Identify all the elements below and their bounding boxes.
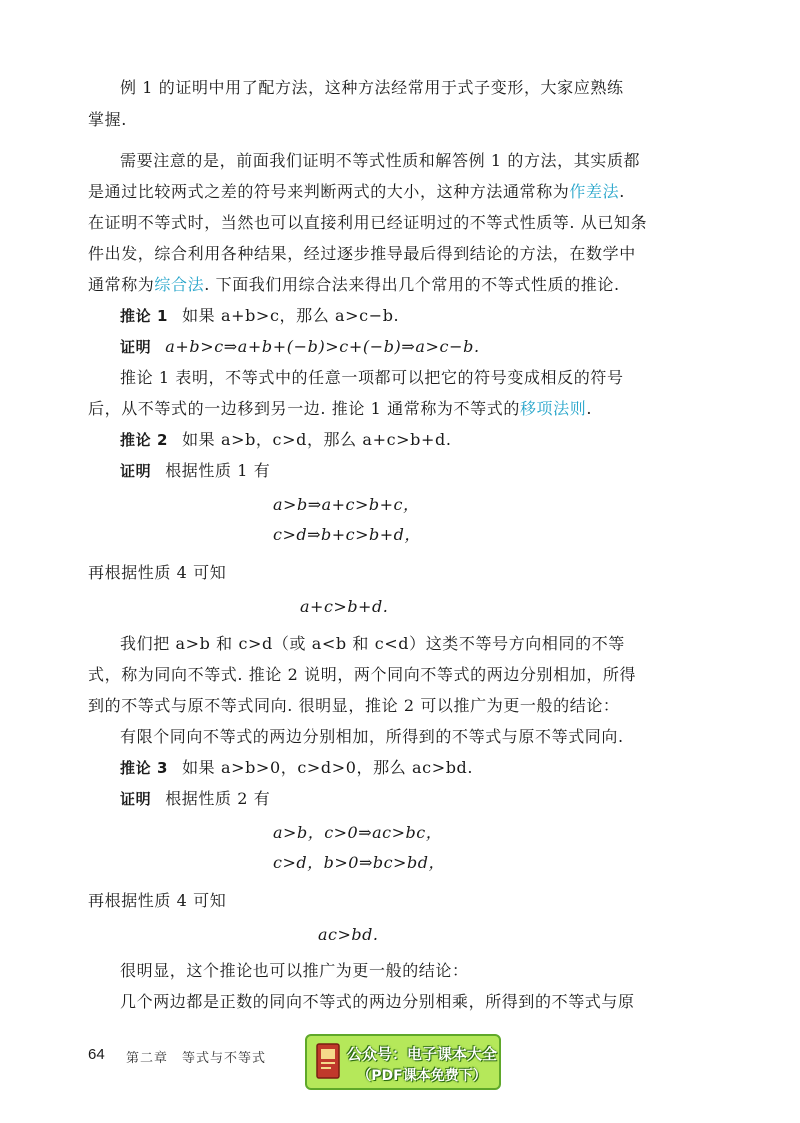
paragraph-line: 掌握. bbox=[88, 110, 127, 129]
corollary-3 bbox=[120, 752, 750, 784]
proof-2 bbox=[120, 455, 750, 487]
equation: a>b，c>0⇒ac>bc， bbox=[273, 823, 443, 842]
equation: c>d，b>0⇒bc>bd， bbox=[273, 853, 445, 872]
corollary-statement: 如果 a>b>0，c>d>0，那么 ac>bd. bbox=[182, 758, 474, 777]
text-span: . 下面我们用综合法来得出几个常用的不等式性质的推论. bbox=[204, 275, 620, 294]
corollary-statement: 如果 a>b，c>d，那么 a+c>b+d. bbox=[182, 430, 452, 449]
paragraph-line: 再根据性质 4 可知 bbox=[88, 891, 227, 910]
page-number: 64 bbox=[88, 1046, 105, 1063]
proof-text: 根据性质 1 有 bbox=[165, 461, 271, 480]
paragraph-line: 例 1 的证明中用了配方法，这种方法经常用于式子变形，大家应熟练 bbox=[120, 78, 624, 97]
corollary-label: 推论 3 bbox=[120, 759, 169, 777]
paragraph-line: 推论 1 表明，不等式中的任意一项都可以把它的符号变成相反的符号 bbox=[120, 368, 624, 387]
term-transposition-rule: 移项法则 bbox=[519, 399, 587, 418]
equation: ac>bd. bbox=[318, 925, 379, 944]
paragraph-line: 再根据性质 4 可知 bbox=[88, 563, 227, 582]
corollary-1 bbox=[120, 300, 750, 332]
paragraph-line: 几个两边都是正数的同向不等式的两边分别相乘，所得到的不等式与原 bbox=[120, 992, 635, 1011]
proof-text: a+b>c⇒a+b+(−b)>c+(−b)⇒a>c−b. bbox=[165, 337, 480, 356]
term-synthesis-method: 综合法 bbox=[154, 275, 205, 294]
watermark-line-2: （PDF课本免费下） bbox=[357, 1068, 487, 1084]
term-difference-method: 作差法 bbox=[569, 182, 620, 201]
text-span: 后，从不等式的一边移到另一边. 推论 1 通常称为不等式的 bbox=[88, 399, 520, 418]
text-span: 通常称为 bbox=[88, 275, 155, 294]
equation: a+c>b+d. bbox=[300, 597, 389, 616]
watermark-badge bbox=[305, 1034, 501, 1090]
paragraph-line: 我们把 a>b 和 c>d（或 a<b 和 c<d）这类不等号方向相同的不等 bbox=[120, 634, 625, 653]
proof-text: 根据性质 2 有 bbox=[165, 789, 271, 808]
book-icon bbox=[315, 1042, 341, 1082]
paragraph-line: 件出发，综合利用各种结果，经过逐步推导最后得到结论的方法，在数学中 bbox=[88, 244, 636, 263]
paragraph-line: 在证明不等式时，当然也可以直接利用已经证明过的不等式性质等. 从已知条 bbox=[88, 213, 648, 232]
paragraph-line bbox=[88, 393, 718, 424]
proof-3 bbox=[120, 783, 750, 815]
proof-label: 证明 bbox=[120, 338, 152, 356]
watermark-line-1: 公众号：电子课本大全 bbox=[346, 1045, 497, 1063]
corollary-label: 推论 1 bbox=[120, 307, 169, 325]
paragraph-line: 式，称为同向不等式. 推论 2 说明，两个同向不等式的两边分别相加，所得 bbox=[88, 665, 637, 684]
paragraph-line: 到的不等式与原不等式同向. 很明显，推论 2 可以推广为更一般的结论： bbox=[88, 696, 620, 715]
corollary-2 bbox=[120, 424, 750, 456]
proof-label: 证明 bbox=[120, 790, 152, 808]
text-span: 是通过比较两式之差的符号来判断两式的大小，这种方法通常称为 bbox=[88, 182, 570, 201]
equation: a>b⇒a+c>b+c， bbox=[273, 495, 420, 514]
text-span: . bbox=[586, 399, 593, 418]
paragraph-line bbox=[88, 269, 718, 300]
equation: c>d⇒b+c>b+d， bbox=[273, 525, 421, 544]
corollary-label: 推论 2 bbox=[120, 431, 169, 449]
paragraph-line bbox=[88, 176, 718, 207]
corollary-statement: 如果 a+b>c，那么 a>c−b. bbox=[182, 306, 400, 325]
paragraph-line: 需要注意的是，前面我们证明不等式性质和解答例 1 的方法，其实质都 bbox=[120, 151, 641, 170]
chapter-title: 第二章 等式与不等式 bbox=[126, 1051, 267, 1066]
proof-1 bbox=[120, 331, 750, 363]
paragraph-line: 很明显，这个推论也可以推广为更一般的结论： bbox=[120, 961, 469, 980]
text-span: . bbox=[619, 182, 625, 201]
paragraph-line: 有限个同向不等式的两边分别相加，所得到的不等式与原不等式同向. bbox=[120, 727, 624, 746]
proof-label: 证明 bbox=[120, 462, 152, 480]
